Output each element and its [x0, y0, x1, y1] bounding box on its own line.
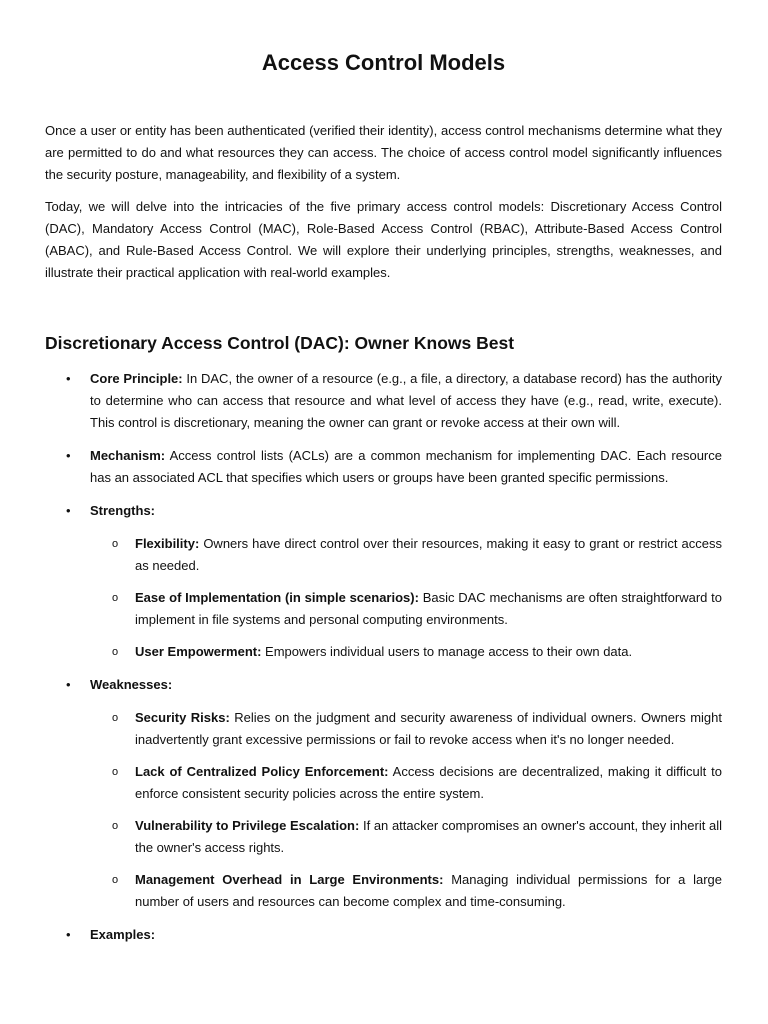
section-heading-dac: Discretionary Access Control (DAC): Owner Knows Best [45, 333, 515, 353]
dac-bullet-list [45, 368, 722, 946]
sub-list-item [90, 641, 722, 663]
sub-item-text: Owners have direct control over their resources, making it easy to grant or restrict access as needed. [135, 536, 722, 573]
sub-item-text: Relies on the judgment and security awareness of individual owners. Owners might inadvertently grant excessive permissions or fail to revoke access when it's no longer needed. [135, 710, 723, 747]
strengths-label: Strengths: [90, 503, 155, 518]
intro-paragraph-1: Once a user or entity has been authenticated (verified their identity), access control mechanisms determine what they are permitted to do and what resources they can access. The choice of access control model significantly influences the security posture, manageability, and flexibility of a system. [45, 123, 722, 182]
circle-bullet-icon: o [112, 874, 119, 886]
strengths-sublist [90, 533, 722, 663]
mechanism-text [90, 445, 722, 489]
list-item-strengths [45, 500, 722, 663]
sub-item-label: Flexibility: [135, 536, 200, 551]
sub-item-text: If an attacker compromises an owner's account, they inherit all the owner's access rights. [135, 818, 722, 855]
page-title: Access Control Models [261, 50, 506, 75]
sub-item-label: User Empowerment: [135, 644, 262, 659]
bullet-icon: • [66, 448, 71, 463]
mechanism-label: Mechanism: [90, 448, 166, 463]
sub-item-label: Security Risks: [135, 710, 230, 725]
bullet-icon: • [66, 927, 71, 942]
examples-heading [90, 924, 722, 946]
list-item-examples [45, 924, 722, 946]
circle-bullet-icon: o [112, 712, 119, 724]
list-item-weaknesses [45, 674, 722, 913]
examples-label: Examples: [90, 927, 156, 942]
sub-list-item [90, 533, 722, 577]
sub-item-label: Management Overhead in Large Environments: [135, 872, 444, 887]
weaknesses-label: Weaknesses: [90, 677, 173, 692]
intro-section [45, 120, 722, 284]
mechanism-body: Access control lists (ACLs) are a common mechanism for implementing DAC. Each resource has an associated ACL that specifies which users or groups have been granted specific permissions. [90, 448, 722, 485]
core-principle-body: In DAC, the owner of a resource (e.g., a file, a directory, a database record) has the authority to determine who can access that resource and what level of access they have (e.g., read, write, execute). This control is discretionary, meaning the owner can grant or revoke access at their own will. [90, 371, 722, 430]
circle-bullet-icon: o [112, 766, 119, 778]
circle-bullet-icon: o [112, 538, 119, 550]
sub-list-item [90, 815, 722, 859]
intro-paragraph-2: Today, we will delve into the intricacies of the five primary access control models: Discretionary Access Control (DAC), Mandatory Access Control (MAC), Role-Based Access Control (RBAC), Attribute-Based Access Control (ABAC), and Rule-Based Access Control. We will explore their underlying principles, strengths, weaknesses, and illustrate their practical application with real-world examples. [45, 199, 722, 280]
bullet-icon: • [66, 677, 71, 692]
bullet-icon: • [66, 503, 71, 518]
sub-list-item [90, 869, 722, 913]
core-principle-label: Core Principle: [90, 371, 183, 386]
sub-item-label: Lack of Centralized Policy Enforcement: [135, 764, 389, 779]
sub-item-label: Ease of Implementation (in simple scenarios): [135, 590, 419, 605]
sub-item-text: Basic DAC mechanisms are often straightforward to implement in file systems and personal computing environments. [135, 590, 722, 627]
sub-item-label: Vulnerability to Privilege Escalation: [135, 818, 360, 833]
weaknesses-sublist [90, 707, 722, 913]
sub-item-text: Managing individual permissions for a large number of users and resources can become complex and time-consuming. [135, 872, 722, 909]
list-item-mechanism [45, 445, 722, 489]
circle-bullet-icon: o [112, 592, 119, 604]
weaknesses-heading [90, 674, 722, 696]
sub-item-text: Access decisions are decentralized, making it difficult to enforce consistent security policies across the entire system. [135, 764, 722, 801]
core-principle-text [90, 368, 722, 434]
sub-list-item [90, 761, 722, 805]
list-item-core-principle [45, 368, 722, 434]
sub-list-item [90, 587, 722, 631]
sub-list-item [90, 707, 722, 751]
sub-item-text: Empowers individual users to manage access to their own data. [261, 644, 633, 659]
bullet-icon: • [66, 371, 71, 386]
circle-bullet-icon: o [112, 820, 119, 832]
strengths-heading [90, 500, 722, 522]
circle-bullet-icon: o [112, 646, 119, 658]
